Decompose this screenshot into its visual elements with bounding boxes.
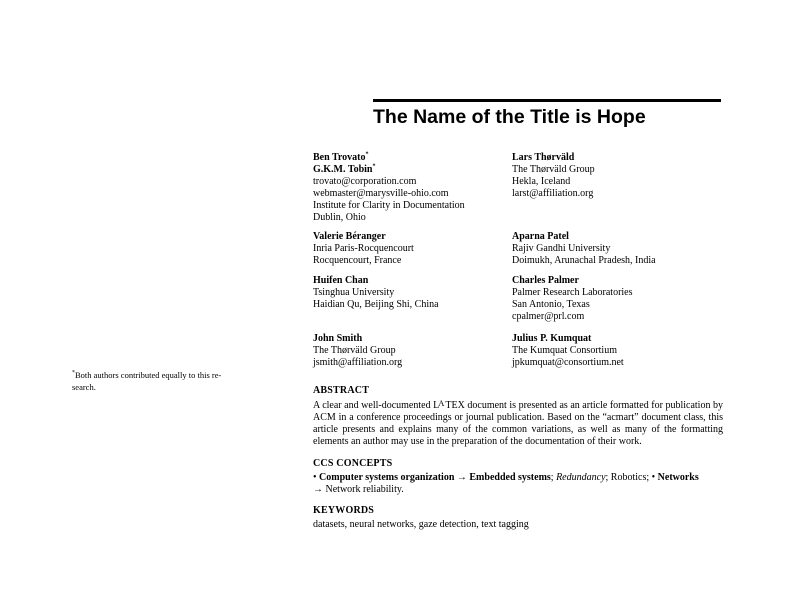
latex-l: L	[433, 400, 440, 411]
author-name: Charles Palmer	[512, 275, 579, 286]
author-block-chan	[313, 275, 439, 311]
author-name: Valerie Béranger	[313, 231, 386, 242]
separator: ;	[550, 472, 557, 483]
author-block-patel	[512, 231, 656, 267]
abstract-text-part: A clear and well-documented	[313, 400, 434, 411]
ccs-concept: Networks	[657, 472, 699, 483]
keywords-section	[313, 505, 723, 531]
latex-logo	[433, 400, 465, 411]
ccs-heading: CCS CONCEPTS	[313, 458, 393, 469]
footnote-mark: *	[365, 151, 369, 158]
author-block-palmer	[512, 275, 633, 323]
author-email: webmaster@marysville-ohio.com	[313, 188, 449, 199]
author-block-kumquat	[512, 333, 624, 369]
paper-title: The Name of the Title is Hope	[373, 106, 646, 128]
author-email: larst@affiliation.org	[512, 188, 594, 199]
author-location: Doimukh, Arunachal Pradesh, India	[512, 255, 656, 266]
author-email: jsmith@affiliation.org	[313, 357, 403, 368]
ccs-concept: Network reliability.	[325, 484, 404, 495]
abstract-section	[313, 385, 723, 448]
author-block-beranger	[313, 231, 414, 267]
abstract-heading: ABSTRACT	[313, 385, 370, 396]
footnote-text: search.	[72, 382, 96, 392]
author-name: John Smith	[313, 333, 363, 344]
keywords-heading: KEYWORDS	[313, 505, 375, 516]
author-affiliation: Rajiv Gandhi University	[512, 243, 611, 254]
author-location: San Antonio, Texas	[512, 299, 590, 310]
author-email: trovato@corporation.com	[313, 176, 417, 187]
arrow: →	[454, 472, 470, 483]
ccs-text	[313, 472, 723, 496]
title-rule	[373, 99, 721, 102]
abstract-text-part: document is presented as an article formatted for publication by ACM in a conference proceedings or journal publication. Based on the “acmart” document class, this article presents and explains many of the common variations, as well as many of the formatting elements an author may use in the preparation of the documentation of their work.	[313, 400, 723, 447]
author-affiliation: Institute for Clarity in Documentation	[313, 200, 465, 211]
author-name: Huifen Chan	[313, 275, 369, 286]
separator: ; Robotics;	[605, 472, 652, 483]
author-name: Ben Trovato	[313, 152, 366, 163]
author-name: Julius P. Kumquat	[512, 333, 592, 344]
arrow: →	[313, 484, 326, 495]
latex-a: A	[438, 398, 445, 408]
author-name: G.K.M. Tobin	[313, 164, 373, 175]
author-affiliation: Palmer Research Laboratories	[512, 287, 633, 298]
author-affiliation: The Kumquat Consortium	[512, 345, 617, 356]
author-affiliation: The Thørväld Group	[313, 345, 396, 356]
ccs-concept: Embedded systems	[469, 472, 551, 483]
latex-tex: TEX	[445, 400, 465, 411]
footnote-mark: *	[72, 370, 75, 377]
author-email: jpkumquat@consortium.net	[512, 357, 624, 368]
author-email: cpalmer@prl.com	[512, 311, 585, 322]
author-affiliation: The Thørväld Group	[512, 164, 595, 175]
author-block-trovato-tobin	[313, 152, 465, 224]
author-name: Aparna Patel	[512, 231, 569, 242]
bullet: •	[651, 472, 656, 483]
ccs-concept: Redundancy	[556, 472, 606, 483]
author-name: Lars Thørväld	[512, 152, 575, 163]
author-location: Rocquencourt, France	[313, 255, 402, 266]
author-location: Haidian Qu, Beijing Shi, China	[313, 299, 439, 310]
author-affiliation: Inria Paris-Rocquencourt	[313, 243, 414, 254]
abstract-text	[313, 399, 723, 448]
bullet: •	[313, 472, 317, 483]
ccs-concept: Computer systems organization	[319, 472, 455, 483]
ccs-section	[313, 458, 723, 496]
author-location: Hekla, Iceland	[512, 176, 571, 187]
footnote	[72, 369, 250, 393]
author-block-smith	[313, 333, 402, 369]
author-location: Dublin, Ohio	[313, 212, 366, 223]
footnote-mark: *	[372, 163, 376, 170]
author-affiliation: Tsinghua University	[313, 287, 395, 298]
keywords-text: datasets, neural networks, gaze detection, text tagging	[313, 519, 529, 530]
footnote-text: Both authors contributed equally to this re-	[75, 370, 222, 380]
author-block-thorvald	[512, 152, 595, 200]
